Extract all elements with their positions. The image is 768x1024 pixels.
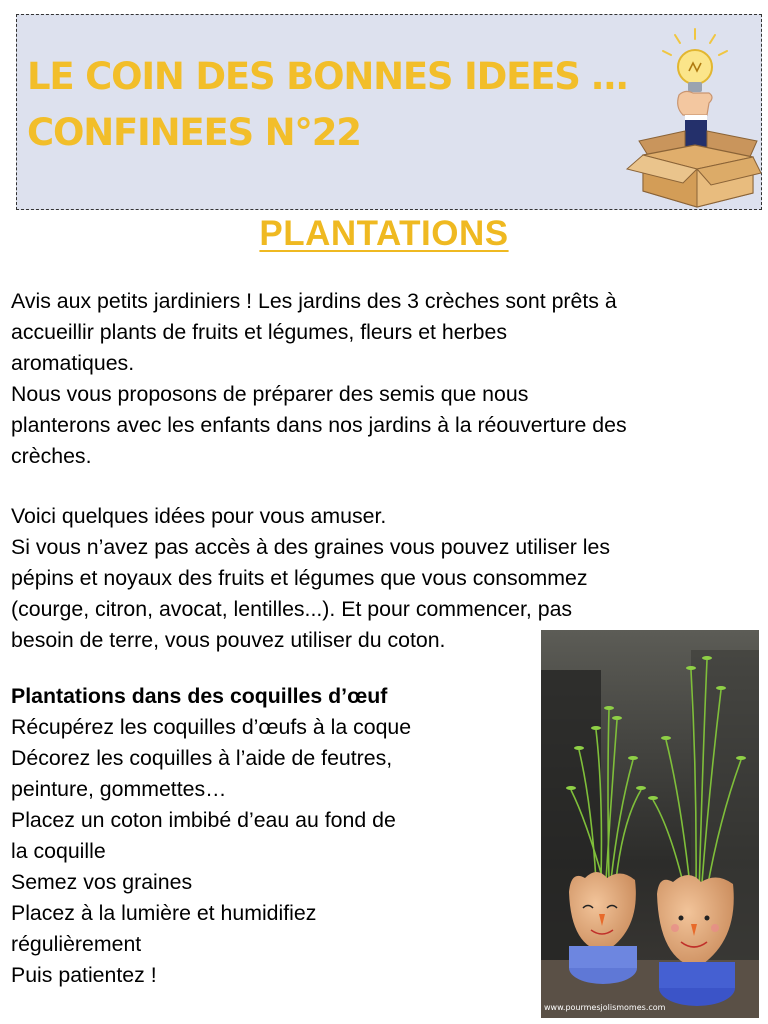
ideas-line: Voici quelques idées pour vous amuser.	[11, 504, 387, 528]
step-line: Puis patientez !	[11, 963, 157, 987]
banner-title-line-1: LE COIN DES BONNES IDEES …	[27, 55, 628, 98]
step-line: régulièrement	[11, 932, 142, 956]
section-title: Plantations dans des coquilles d’œuf	[11, 684, 388, 708]
header-banner	[16, 14, 762, 210]
ideas-line: besoin de terre, vous pouvez utiliser du coton.	[11, 628, 446, 652]
ideas-line: (courge, citron, avocat, lentilles...). Et pour commencer, pas	[11, 597, 573, 621]
eggshell-section	[11, 681, 411, 991]
photo-credit: www.pourmesjolismomes.com	[544, 1003, 666, 1012]
intro-line: planterons avec les enfants dans nos jardins à la réouverture des	[11, 413, 627, 437]
lightbulb-box-icon	[613, 23, 763, 209]
step-line: Décorez les coquilles à l’aide de feutres,	[11, 746, 393, 770]
eggshell-plants-photo	[541, 630, 759, 1018]
intro-paragraph	[11, 286, 761, 472]
step-line: Semez vos graines	[11, 870, 193, 894]
headline-text: PLANTATIONS	[259, 214, 509, 253]
step-line: Placez un coton imbibé d’eau au fond de	[11, 808, 396, 832]
step-line: peinture, gommettes…	[11, 777, 227, 801]
ideas-line: pépins et noyaux des fruits et légumes que vous consommez	[11, 566, 588, 590]
step-line: la coquille	[11, 839, 106, 863]
intro-line: Nous vous proposons de préparer des semis que nous	[11, 382, 529, 406]
banner-title	[27, 49, 627, 161]
intro-line: accueillir plants de fruits et légumes, fleurs et herbes	[11, 320, 507, 344]
ideas-line: Si vous n’avez pas accès à des graines vous pouvez utiliser les	[11, 535, 610, 559]
step-line: Récupérez les coquilles d’œufs à la coque	[11, 715, 412, 739]
page-headline	[0, 214, 768, 254]
step-line: Placez à la lumière et humidifiez	[11, 901, 317, 925]
intro-line: crèches.	[11, 444, 92, 468]
banner-title-line-2: CONFINEES N°22	[27, 111, 361, 154]
intro-line: Avis aux petits jardiniers ! Les jardins des 3 crèches sont prêts à	[11, 289, 617, 313]
intro-line: aromatiques.	[11, 351, 135, 375]
